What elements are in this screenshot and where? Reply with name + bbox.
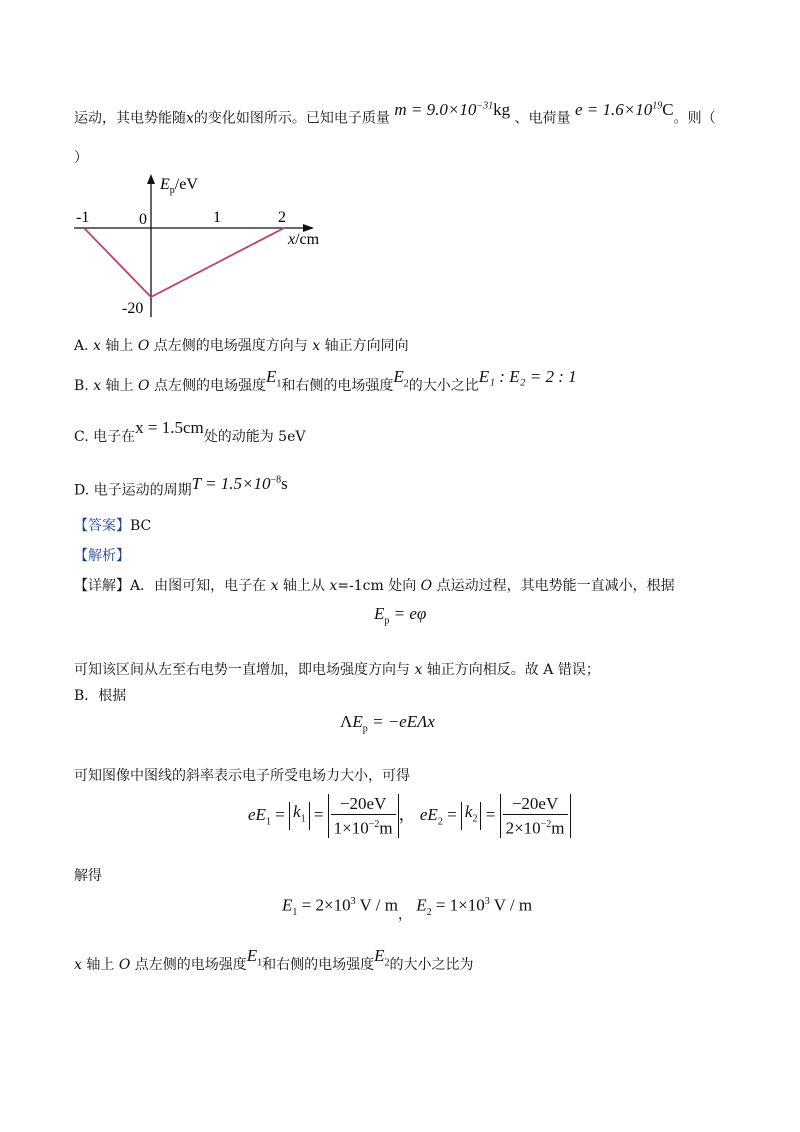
detail-line: 【详解】A．由图可知，电子在 x 轴上从 x=-1cm 处向 O 点运动过程，其电势能一直减小，根据 — [74, 578, 675, 594]
analysis-line: 【解析】 — [74, 548, 130, 564]
option-c: C. 电子在x = 1.5cm处的动能为 5eV — [74, 418, 306, 445]
intro-close: ） — [74, 150, 88, 166]
equation-1: $E_p = e\varphi$ — [374, 604, 427, 627]
charge-value: $e = 1.6\times 10^{19}C$ — [575, 99, 674, 119]
tick-neg20: -20 — [122, 300, 144, 317]
tick-neg1: -1 — [76, 209, 90, 226]
option-b: B. x 轴上 O 点左侧的电场强度$E_1$和右侧的电场强度$E_2$的大小之比E₁ : E₂ = 2 : 1 — [74, 367, 577, 394]
position-value: x = 1.5cm — [135, 418, 204, 437]
period-value: $T = 1.5\times 10^{-8}s$ — [191, 473, 288, 493]
mass-value: $m = 9.0\times 10^{-31}kg$ — [394, 99, 511, 119]
tick-2: 2 — [278, 209, 286, 226]
x-axis-label: x/cm — [288, 231, 320, 248]
y-axis-arrow — [147, 174, 155, 184]
fraction-2-abs: $\frac{-20eV}{2\times 10^{-2}m}$ — [500, 794, 571, 838]
equation-4: $E_1 = 2\times 10^3$ V / $m_,$ $E_2 = 1\times 10^3$ V / m — [282, 895, 533, 923]
tick-1: 1 — [213, 209, 221, 226]
potential-energy-graph — [66, 172, 336, 322]
paragraph-2: 可知该区间从左至右电势一直增加，即电场强度方向与 x 轴正方向相反。故 A 错误； — [74, 662, 600, 678]
solve-label: 解得 — [74, 868, 102, 884]
option-d: D. 电子运动的周期$T = 1.5\times 10^{-8}s$ — [74, 473, 288, 499]
last-line: x 轴上 O 点左侧的电场强度$E_1$和右侧的电场强度$E_2$的大小之比为 — [74, 946, 474, 973]
k1-abs: $k_1$ — [289, 802, 310, 829]
fraction-1-abs: $\frac{-20eV}{1\times 10^{-2}m}$ — [328, 794, 399, 838]
equation-2: $\Lambda E_p = -eE\Lambda x$ — [340, 712, 435, 735]
answer-line: 【答案】BC — [74, 518, 152, 534]
option-a: A. x 轴上 O 点左侧的电场强度方向与 x 轴正方向同向 — [74, 338, 409, 354]
k2-abs: $k_2$ — [461, 802, 482, 829]
ep-line — [84, 228, 284, 297]
tick-0: 0 — [139, 211, 147, 228]
ratio-value: E₁ : E₂ = 2 : 1 — [478, 367, 577, 386]
intro-line: 运动，其电势能随x的变化如图所示。已知电子质量 $m = 9.0\times 10^{-31}kg$ 、电荷量 $e = 1.6\times 10^{19}C$。则（ — [74, 99, 716, 127]
y-axis-label: $E_p/eV$ — [160, 176, 198, 196]
equation-3: $eE_1 = k_1$ = $\frac{-20eV}{1\times 10^{-2}m}$ ， $eE_2 = k_2$ = $\frac{-20eV}{2\times 10^{-2}m}$ — [248, 794, 571, 838]
b-label: B．根据 — [74, 688, 127, 704]
paragraph-3: 可知图像中图线的斜率表示电子所受电场力大小，可得 — [74, 768, 410, 784]
